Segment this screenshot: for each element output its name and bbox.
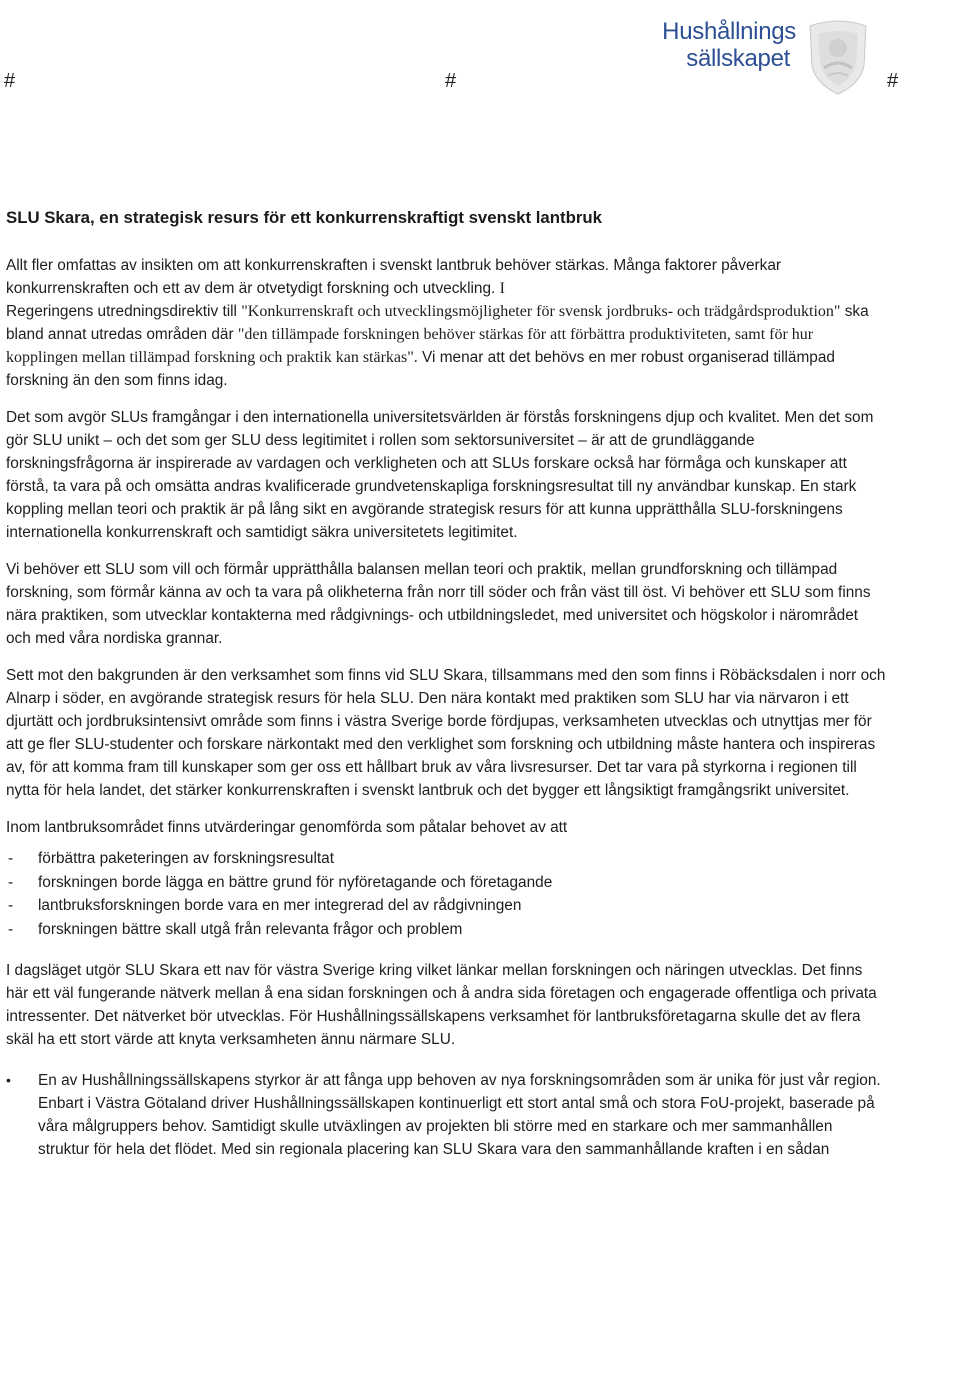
hushallningssallskapet-logo: [640, 18, 890, 98]
paragraph-text: ska bland annat utredas områden där: [6, 303, 869, 343]
list-item: - forskningen bättre skall utgå från relevanta frågor och problem: [6, 918, 886, 942]
paragraph: Sett mot den bakgrunden är den verksamhet som finns vid SLU Skara, tillsammans med den som finns i Röbäcksdalen i norr och Alnarp i söder, en avgörande strategisk resurs för hela SLU. Den nära kontakt med praktiken som SLU har via närvaron i ett djurtätt och jordbruksintensivt område som finns i västra Sverige borde fördjupas, verksamheten utvecklas och utnyttjas mer för att ge fler SLU-studenter och forskare närkontakt med den verklighet som forskning och utbildning måste hantera och inspireras av, för att komma fram till kunskaper som ger oss ett hållbart bruk av våra livsresurser. Det tar vara på styrkorna i regionen till nytta för hela landet, det stärker konkurrenskraften i svenskt lantbruk och det bygger ett långsiktigt framgångsrikt universitet.: [6, 667, 886, 799]
quoted-title: "Konkurrenskraft och utvecklingsmöjligheter för svensk jordbruks- och trädgårdsproduktion": [241, 303, 841, 320]
paragraph-text: Allt fler omfattas av insikten om att konkurrenskraften i svenskt lantbruk behöver stärkas. Många faktorer påverkar konkurrenskraften och ett av dem är otvetydigt forskning och utveckling.: [6, 257, 782, 297]
paragraph: Det som avgör SLUs framgångar i den internationella universitetsvärlden är förstås forskningens djup och kvalitet. Men det som gör SLU unikt – och det som ger SLU dess legitimitet i rollen som sektorsuniversitet – är att de grundläggande forskningsfrågorna är inspirerade av vardagen och verkligheten och att SLUs forskare också har förmåga och kunskaper att förstå, ta vara på och omsätta andras kvalificerade grundvetenskapliga forskningsresultat till ny användbar kunskap. En stark koppling mellan teori och praktik är på lång sikt en avgörande strategisk resurs för att kunna upprätthålla SLU-forskningens internationella konkurrenskraft och samtidigt säkra universitetets legitimitet.: [6, 409, 874, 541]
list-item: - forskningen borde lägga en bättre grund för nyföretagande och företagande: [6, 871, 886, 895]
hash-mark: #: [887, 70, 899, 92]
quoted-text: "den tillämpade forskningen behöver stärkas för att förbättra produktiviteten, samt för hur kopplingen mellan tillämpad forskning och praktik kan stärkas".: [6, 326, 814, 366]
document-body: [6, 254, 886, 1161]
paragraph: I dagsläget utgör SLU Skara ett nav för västra Sverige kring vilket länkar mellan forskningen och näringen utvecklas. Det finns här ett väl fungerande nätverk mellan å ena sidan forskningen och å andra sida företagen och engagerade offentliga och privata intressenter. Det nätverket bör utvecklas. För Hushållningssällskapens verksamhet för lantbruksföretagarna skulle det av flera skäl ha ett stort värde att knyta verksamheten ännu närmare SLU.: [6, 962, 877, 1048]
hash-mark: #: [4, 70, 16, 92]
dash-list: [6, 847, 886, 941]
hash-mark: #: [445, 70, 457, 92]
paragraph-text: Regeringens utredningsdirektiv till: [6, 303, 242, 320]
list-item: • En av Hushållningssällskapens styrkor är att fånga upp behoven av nya forskningsområden som är unika för just vår region. Enbart i Västra Götaland driver Hushållningssällskapen kontinuerligt ett stort antal små och stora FoU-projekt, baserade på våra målgruppers behov. Samtidigt skulle utväxlingen av projekten bli större med en starkare och mer sammanhållen struktur för hela det flödet. Med sin regionala placering kan SLU Skara vara den sammanhållande kraften i en sådan: [6, 1069, 886, 1161]
emblem-icon: [800, 18, 876, 98]
list-item: - lantbruksforskningen borde vara en mer integrerad del av rådgivningen: [6, 894, 886, 918]
paragraph-text: Vi menar att det behövs en mer robust organiserad tillämpad forskning än den som finns idag.: [6, 349, 835, 389]
paragraph: [6, 254, 886, 392]
paragraph-text: I: [499, 280, 505, 297]
document-title: SLU Skara, en strategisk resurs för ett konkurrenskraftigt svenskt lantbruk: [6, 208, 602, 227]
paragraph: Vi behöver ett SLU som vill och förmår upprätthålla balansen mellan teori och praktik, mellan grundforskning och tillämpad forskning, som förmår känna av och ta vara på olikheterna från norr till söder och från väst till öst. Vi behöver ett SLU som finns nära praktiken, som utvecklar kontakterna med rådgivnings- och utbildningsledet, med universitet och högskolor i närområdet och med våra nordiska grannar.: [6, 561, 871, 647]
list-item: - förbättra paketeringen av forskningsresultat: [6, 847, 886, 871]
bullet-list: [6, 1069, 886, 1161]
paragraph: Inom lantbruksområdet finns utvärderingar genomförda som påtalar behovet av att: [6, 819, 568, 836]
logo-text: [646, 18, 796, 72]
logo-line-1: Hushållnings: [662, 18, 796, 45]
logo-line-2: sällskapet: [686, 45, 790, 72]
